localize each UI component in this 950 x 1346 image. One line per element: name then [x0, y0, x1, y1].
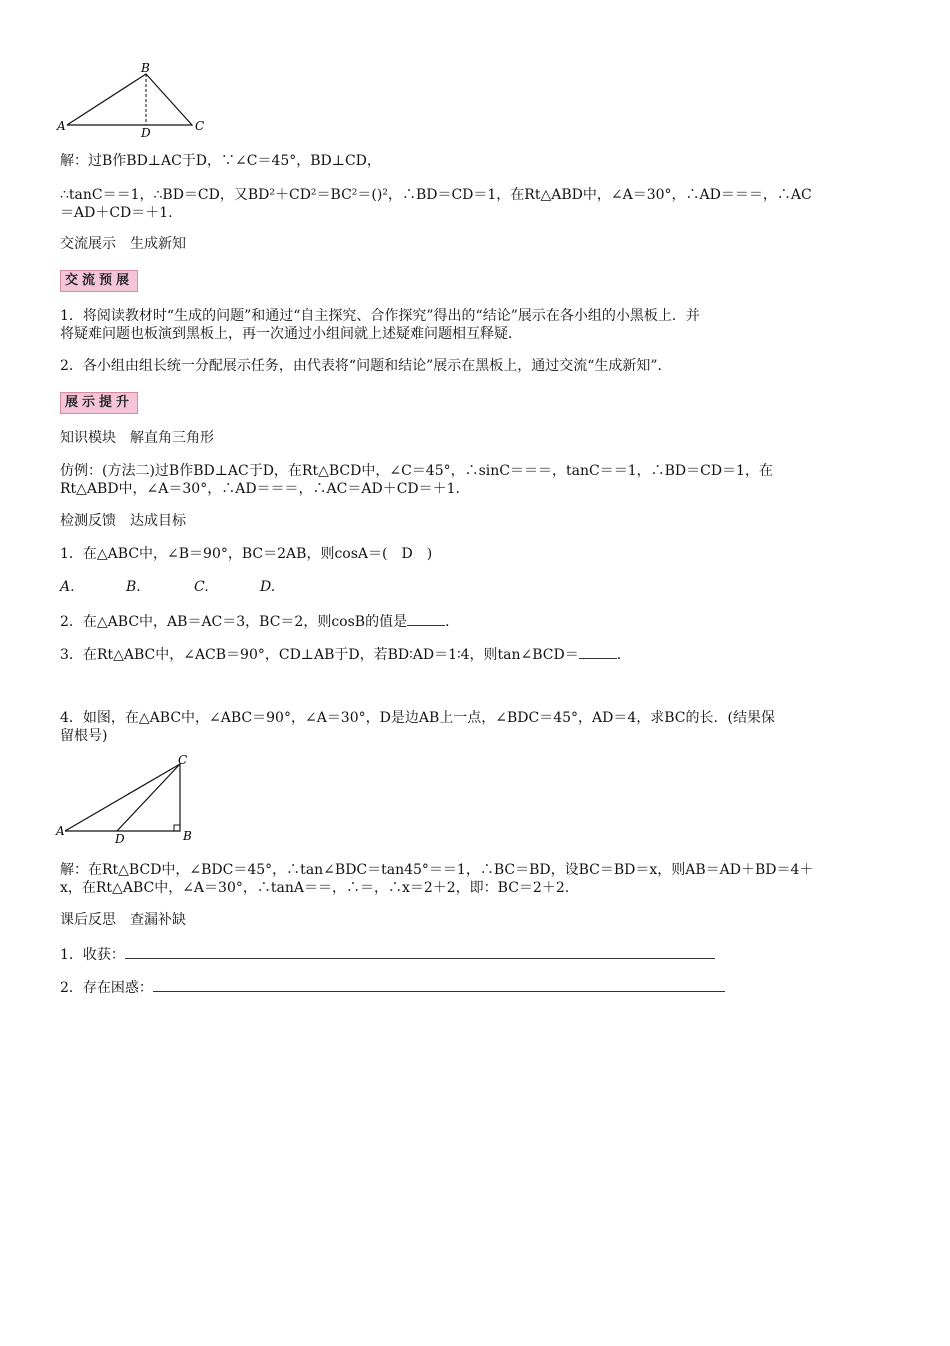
- question-3: 3．在Rt△ABC中，∠ACB＝90°，CD⊥AB于D，若BD∶AD＝1∶4，则tan∠BCD＝ ．: [60, 644, 631, 664]
- vertex-label-b-2: B: [183, 829, 192, 843]
- solution4-line1: 解：在Rt△BCD中，∠BDC＝45°，∴tan∠BDC＝tan45°＝＝1，∴BC＝BD，设BC＝BD＝x，则AB＝AD＋BD＝4＋: [60, 862, 814, 878]
- question-4-line2: 留根号): [60, 728, 108, 744]
- reflection-gain-label: 1．收获：: [60, 947, 125, 963]
- vertex-label-b: B: [141, 61, 150, 75]
- triangle-figure-1: [55, 60, 215, 140]
- right-angle-mark: [174, 825, 180, 831]
- solution4-line2: x，在Rt△ABC中，∠A＝30°，∴tanA＝＝，∴＝，∴x＝2＋2，即：BC＝2＋2.: [60, 880, 570, 896]
- knowledge-module-title: 知识模块 解直角三角形: [60, 430, 214, 446]
- question-4-line1: 4．如图，在△ABC中，∠ABC＝90°，∠A＝30°，D是边AB上一点，∠BDC＝45°，AD＝4，求BC的长．(结果保: [60, 710, 775, 726]
- exchange-item1-line2: 将疑难问题也板演到黑板上，再一次通过小组间就上述疑难问题相互释疑．: [60, 326, 522, 342]
- segment-cd: [117, 764, 180, 831]
- triangle-abc-2: [65, 764, 180, 831]
- vertex-label-a: A: [57, 119, 66, 133]
- reflection-gain: [60, 944, 715, 964]
- exchange-item2: 2．各小组由组长统一分配展示任务，由代表将“问题和结论”展示在黑板上，通过交流“生成新知”．: [60, 358, 672, 374]
- answer-blank-q3[interactable]: [579, 644, 617, 659]
- option-c: C.: [194, 579, 209, 595]
- option-d: D.: [260, 579, 276, 595]
- vertex-label-c: C: [195, 119, 205, 133]
- exchange-item1-line1: 1．将阅读教材时“生成的问题”和通过“自主探究、合作探究”得出的“结论”展示在各小组的小黑板上．并: [60, 308, 700, 324]
- vertex-label-d: D: [141, 126, 151, 140]
- solution1-line3: ＝AD＋CD＝＋1.: [60, 205, 173, 221]
- vertex-label-a-2: A: [56, 824, 65, 838]
- triangle-figure-2: [55, 752, 205, 844]
- vertex-label-d-2: D: [115, 832, 125, 844]
- question-3-text: 3．在Rt△ABC中，∠ACB＝90°，CD⊥AB于D，若BD∶AD＝1∶4，则tan∠BCD＝: [60, 647, 579, 663]
- section-heading-exchange: 交流展示 生成新知: [60, 236, 186, 252]
- solution1-line2: ∴tanC＝＝1，∴BD＝CD，又BD²＋CD²＝BC²＝()²，∴BD＝CD＝1，在Rt△ABD中，∠A＝30°，∴AD＝＝＝，∴AC: [60, 187, 812, 203]
- question-1: 1．在△ABC中，∠B＝90°，BC＝2AB，则cosA＝( D ): [60, 546, 433, 562]
- gain-input-line[interactable]: [125, 944, 715, 959]
- badge-exchange-preview: 交流预展: [60, 270, 138, 292]
- question-2-text: 2．在△ABC中，AB＝AC＝3，BC＝2，则cosB的值是: [60, 614, 408, 630]
- reflection-doubt: [60, 977, 725, 997]
- example-line1: 仿例：(方法二)过B作BD⊥AC于D，在Rt△BCD中，∠C＝45°，∴sinC＝＝＝，tanC＝＝1，∴BD＝CD＝1，在: [60, 463, 773, 479]
- option-a: A.: [60, 579, 75, 595]
- doubt-input-line[interactable]: [153, 977, 725, 992]
- option-b: B.: [126, 579, 141, 595]
- vertex-label-c-2: C: [178, 753, 188, 767]
- solution1-line1: 解：过B作BD⊥AC于D，∵∠C＝45°，BD⊥CD，: [60, 153, 381, 169]
- answer-blank-q2[interactable]: [407, 611, 445, 626]
- question-2: 2．在△ABC中，AB＝AC＝3，BC＝2，则cosB的值是 ．: [60, 611, 459, 631]
- section-heading-test: 检测反馈 达成目标: [60, 513, 186, 529]
- reflection-doubt-label: 2．存在困惑：: [60, 980, 153, 996]
- badge-display-improve: 展示提升: [60, 392, 138, 414]
- section-heading-reflection: 课后反思 查漏补缺: [60, 912, 186, 928]
- example-line2: Rt△ABD中，∠A＝30°，∴AD＝＝＝，∴AC＝AD＋CD＝＋1.: [60, 481, 460, 497]
- triangle-abc: [67, 74, 192, 125]
